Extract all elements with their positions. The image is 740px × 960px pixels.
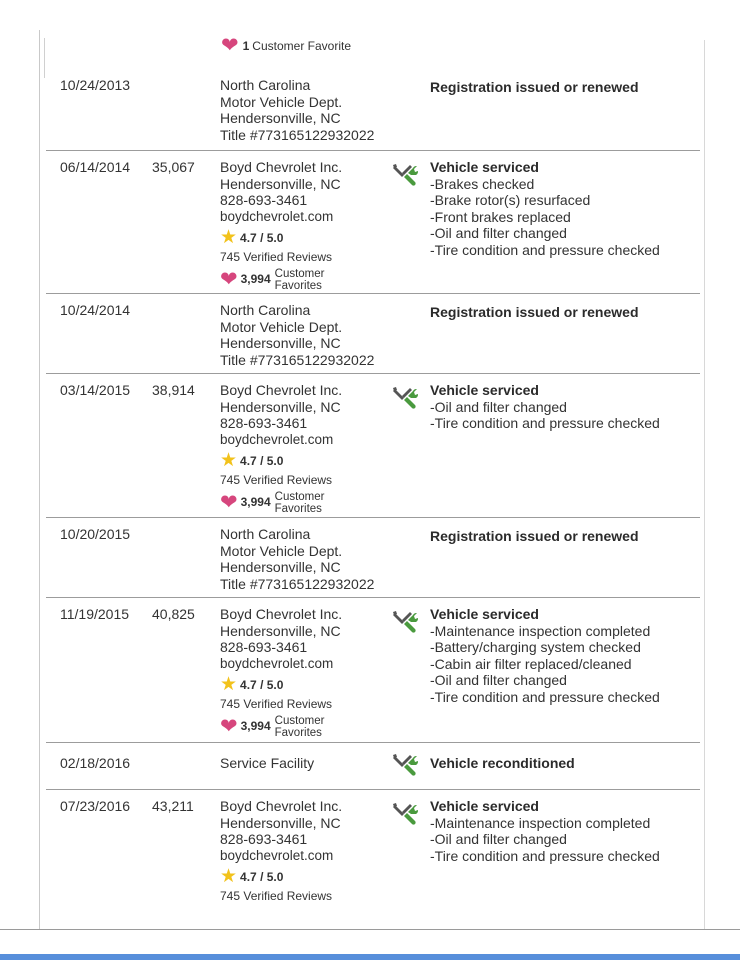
record-date: 03/14/2015 — [60, 382, 131, 398]
record-date: 02/18/2016 — [60, 755, 131, 771]
right-margin-line — [704, 40, 705, 930]
record-source — [220, 755, 314, 772]
heart-icon: ❤ — [220, 267, 238, 291]
source-line: Boyd Chevrolet Inc. — [220, 159, 343, 175]
record-heading: Vehicle serviced — [430, 382, 539, 398]
service-tools-icon — [392, 163, 418, 187]
verified-reviews: 745 Verified Reviews — [220, 697, 333, 711]
service-item: -Oil and filter changed — [430, 398, 567, 415]
source-line: North Carolina — [220, 302, 311, 318]
record-heading: Vehicle reconditioned — [430, 755, 575, 771]
source-line: Hendersonville, NC — [220, 398, 341, 415]
record-mileage: 38,914 — [152, 382, 195, 398]
verified-reviews: 745 Verified Reviews — [220, 250, 333, 264]
source-line: Service Facility — [220, 755, 315, 771]
favorite-label: Customer Favorite — [252, 39, 351, 53]
source-line: Motor Vehicle Dept. — [220, 542, 343, 559]
customer-favorites — [220, 715, 342, 739]
record-source — [220, 77, 374, 143]
record-source — [220, 798, 342, 905]
record-date: 07/23/2016 — [60, 798, 131, 814]
customer-favorites — [220, 491, 342, 515]
service-item: -Oil and filter changed — [430, 672, 567, 688]
source-line: Hendersonville, NC — [220, 622, 341, 639]
source-line: Title #773165122932022 — [220, 575, 375, 592]
heart-icon: ❤ — [220, 490, 238, 514]
bottom-scan-bar — [0, 954, 740, 960]
heart-icon: ❤ — [221, 34, 239, 57]
favorite-count: 1 — [242, 39, 250, 53]
record-heading: Vehicle serviced — [430, 606, 539, 622]
record-detail — [430, 159, 660, 258]
record-source — [220, 382, 342, 515]
left-margin-line-2 — [44, 38, 45, 78]
dealer-rating — [220, 676, 342, 694]
star-icon: ★ — [220, 450, 238, 471]
service-item: -Tire condition and pressure checked — [430, 847, 660, 864]
dealer-website-link[interactable]: boydchevrolet.com — [220, 208, 334, 224]
record-date: 11/19/2015 — [60, 606, 130, 622]
verified-reviews: 745 Verified Reviews — [220, 889, 333, 903]
source-line: Hendersonville, NC — [220, 814, 341, 831]
record-date: 10/24/2014 — [60, 302, 131, 318]
service-item: -Oil and filter changed — [430, 831, 567, 847]
service-item: -Tire condition and pressure checked — [430, 688, 660, 705]
source-line: Hendersonville, NC — [220, 335, 341, 351]
favorites-label-2: Favorites — [274, 279, 322, 292]
source-line: North Carolina — [220, 77, 311, 93]
verified-reviews: 745 Verified Reviews — [220, 473, 333, 487]
source-line: Hendersonville, NC — [220, 175, 341, 192]
record-date: 10/24/2013 — [60, 77, 131, 93]
record-source — [220, 606, 342, 739]
service-tools-icon — [392, 802, 418, 826]
rating-score: 4.7 / 5.0 — [240, 677, 284, 692]
source-line: Motor Vehicle Dept. — [220, 93, 343, 110]
record-detail — [430, 798, 660, 864]
service-item: -Brakes checked — [430, 175, 535, 192]
source-line: 828-693-3461 — [220, 639, 308, 655]
history-row — [46, 373, 700, 518]
source-line: Motor Vehicle Dept. — [220, 318, 343, 335]
service-item: -Tire condition and pressure checked — [430, 241, 660, 258]
top-customer-favorite — [221, 36, 351, 56]
left-margin-line — [39, 30, 40, 930]
favorites-label-1: Customer — [274, 490, 325, 503]
bottom-divider — [0, 929, 740, 930]
dealer-rating — [220, 229, 342, 247]
record-detail — [430, 304, 639, 321]
history-row — [46, 597, 700, 743]
star-icon: ★ — [220, 866, 238, 887]
record-detail — [430, 528, 639, 545]
history-row — [46, 293, 700, 374]
record-heading: Registration issued or renewed — [430, 528, 639, 544]
history-row — [46, 517, 700, 598]
service-item: -Tire condition and pressure checked — [430, 415, 660, 431]
record-detail — [430, 79, 639, 96]
favorites-count: 3,994 — [240, 495, 271, 510]
source-line: 828-693-3461 — [220, 415, 308, 431]
record-mileage: 43,211 — [152, 798, 194, 814]
rating-score: 4.7 / 5.0 — [240, 230, 284, 245]
service-item: -Front brakes replaced — [430, 208, 571, 225]
customer-favorites — [220, 268, 342, 292]
record-detail — [430, 606, 660, 705]
dealer-rating — [220, 868, 342, 886]
service-tools-icon — [392, 753, 418, 777]
source-line: North Carolina — [220, 526, 311, 542]
record-detail — [430, 382, 660, 432]
favorites-label-1: Customer — [274, 714, 325, 727]
star-icon: ★ — [220, 674, 238, 695]
record-date: 10/20/2015 — [60, 526, 131, 542]
source-line: Hendersonville, NC — [220, 110, 341, 126]
favorites-label-1: Customer — [274, 267, 325, 280]
record-source — [220, 526, 374, 592]
history-row — [46, 69, 700, 150]
source-line: Title #773165122932022 — [220, 126, 375, 143]
source-line: Title #773165122932022 — [220, 351, 375, 368]
source-line: 828-693-3461 — [220, 192, 308, 208]
record-heading: Vehicle serviced — [430, 798, 539, 814]
record-heading: Registration issued or renewed — [430, 79, 639, 95]
rating-score: 4.7 / 5.0 — [240, 869, 284, 884]
favorites-count: 3,994 — [240, 719, 271, 734]
dealer-rating — [220, 452, 342, 470]
record-detail — [430, 755, 575, 772]
record-date: 06/14/2014 — [60, 159, 131, 175]
heart-icon: ❤ — [220, 714, 238, 738]
dealer-website-link[interactable]: boydchevrolet.com — [220, 431, 334, 447]
favorites-label-2: Favorites — [274, 502, 322, 515]
service-tools-icon — [392, 386, 418, 410]
rating-score: 4.7 / 5.0 — [240, 453, 284, 468]
source-line: Boyd Chevrolet Inc. — [220, 798, 343, 814]
record-mileage: 35,067 — [152, 159, 195, 175]
record-source — [220, 159, 342, 292]
record-heading: Registration issued or renewed — [430, 304, 639, 320]
source-line: Hendersonville, NC — [220, 559, 341, 575]
dealer-website-link[interactable]: boydchevrolet.com — [220, 655, 334, 671]
service-item: -Battery/charging system checked — [430, 639, 641, 655]
service-item: -Maintenance inspection completed — [430, 622, 651, 639]
source-line: Boyd Chevrolet Inc. — [220, 382, 343, 398]
service-item: -Oil and filter changed — [430, 225, 567, 241]
service-item: -Brake rotor(s) resurfaced — [430, 192, 591, 208]
service-item: -Maintenance inspection completed — [430, 814, 651, 831]
history-row — [46, 742, 700, 790]
record-mileage: 40,825 — [152, 606, 195, 622]
source-line: 828-693-3461 — [220, 831, 308, 847]
history-row — [46, 789, 700, 910]
history-row — [46, 150, 700, 294]
record-heading: Vehicle serviced — [430, 159, 539, 175]
star-icon: ★ — [220, 227, 238, 248]
favorites-count: 3,994 — [240, 272, 271, 287]
source-line: Boyd Chevrolet Inc. — [220, 606, 343, 622]
favorites-label-2: Favorites — [274, 726, 322, 739]
service-item: -Cabin air filter replaced/cleaned — [430, 655, 632, 672]
record-source — [220, 302, 374, 368]
service-tools-icon — [392, 610, 418, 634]
dealer-website-link[interactable]: boydchevrolet.com — [220, 847, 334, 863]
